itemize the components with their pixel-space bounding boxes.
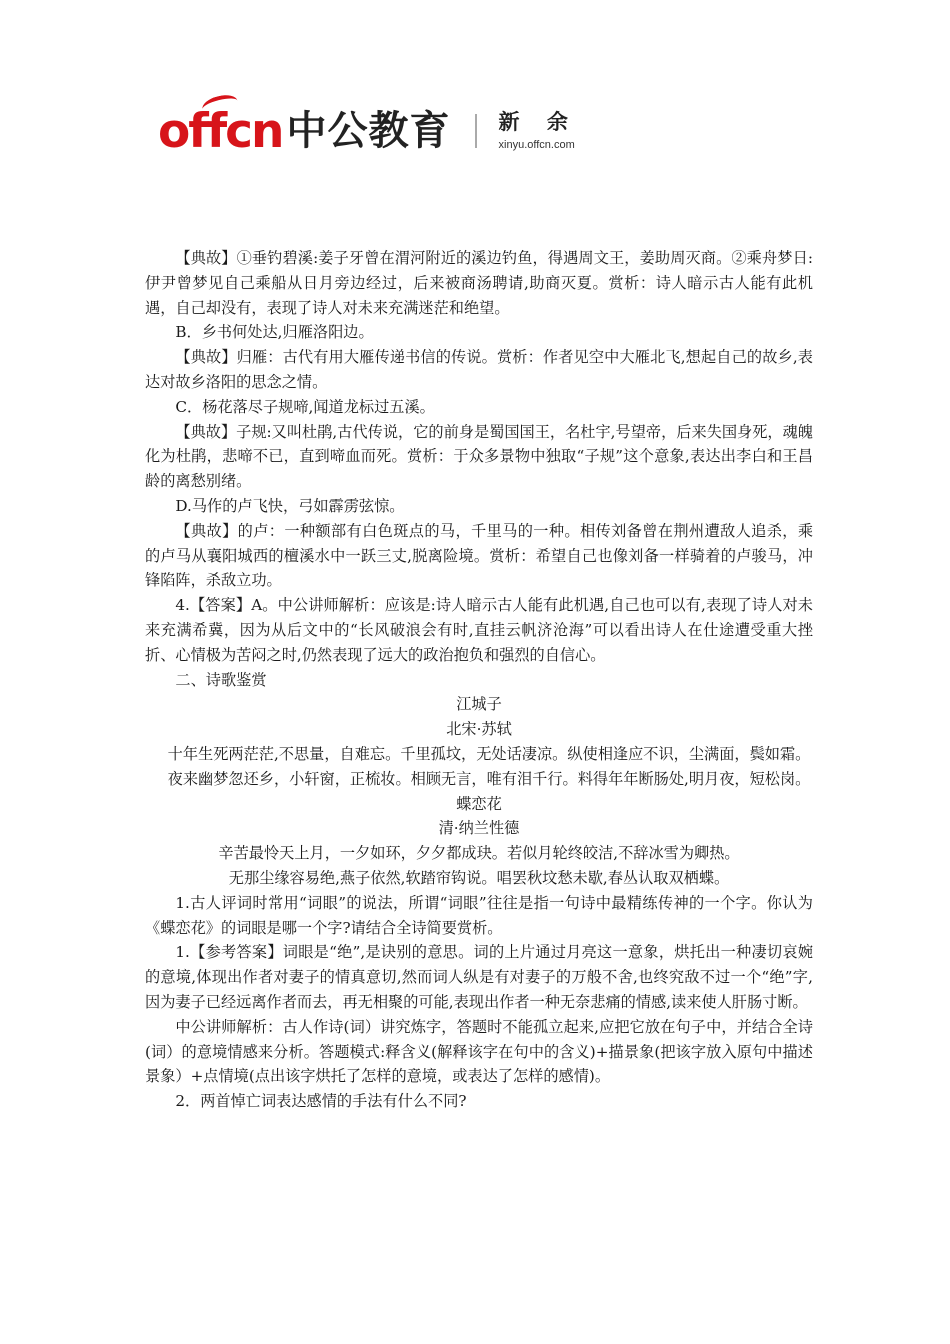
poem-stanza: 无那尘缘容易绝,燕子依然,软踏帘钩说。唱罢秋坟愁未歇,春丛认取双栖蝶。 [228, 868, 730, 887]
poem-stanza: 十年生死两茫茫,不思量，自难忘。千里孤坟，无处话凄凉。纵使相逢应不识，尘满面，鬓如霜。 [167, 744, 811, 763]
branch-url: xinyu.offcn.com [498, 138, 575, 151]
poem-stanza: 辛苦最怜天上月，一夕如环，夕夕都成玦。若似月轮终皎洁,不辞冰雪为卿热。 [218, 844, 740, 863]
poem-author: 清·纳兰性德 [438, 819, 520, 838]
poem-author: 北宋·苏轼 [446, 720, 512, 739]
paragraph: D.马作的卢飞快，弓如霹雳弦惊。 [175, 496, 405, 515]
offcn-logo [158, 103, 283, 159]
poem-title: 蝶恋花 [456, 794, 502, 813]
paragraph: 4.【答案】A。中公讲师解析：应该是:诗人暗示古人能有此机遇,自己也可以有,表现了诗人对未来充满希冀，因为从后文中的“长风破浪会有时,直挂云帆济沧海”可以看出诗人在仕途遭受重大挫折、心情极为苦闷之时,仍然表现了远大的政治抱负和强烈的自信心。 [145, 596, 813, 664]
logo-divider [475, 114, 477, 148]
paragraph: 【典故】归雁：古代有用大雁传递书信的传说。赏析：作者见空中大雁北飞,想起自己的故乡,表达对故乡洛阳的思念之情。 [145, 348, 813, 391]
paragraph: 【典故】子规:又叫杜鹃,古代传说，它的前身是蜀国国王，名杜宇,号望帝，后来失国身死，魂魄化为杜鹃，悲啼不已，直到啼血而死。赏析：于众多景物中独取“子规”这个意象,表达出李白和王昌龄的离愁别绪。 [145, 422, 813, 491]
branch-name: 新 余 [498, 110, 578, 135]
paragraph: C．杨花落尽子规啼,闻道龙标过五溪。 [175, 397, 435, 416]
paragraph: B．乡书何处达,归雁洛阳边。 [175, 323, 374, 342]
logo-chinese-text: 中公教育 [286, 108, 451, 154]
poem-stanza: 夜来幽梦忽还乡，小轩窗，正梳妆。相顾无言，唯有泪千行。料得年年断肠处,明月夜，短松岗。 [167, 769, 811, 788]
paragraph: 【典故】的卢：一种额部有白色斑点的马，千里马的一种。相传刘备曾在荆州遭敌人追杀，乘的卢马从襄阳城西的檀溪水中一跃三丈,脱离险境。赏析：希望自己也像刘备一样骑着的卢骏马，冲锋陷阵，杀敌立功。 [145, 521, 813, 590]
branch-block [499, 111, 578, 150]
brand-header [158, 100, 578, 162]
section-heading: 二、诗歌鉴赏 [175, 670, 267, 689]
answer: 1.【参考答案】词眼是“绝”,是诀别的意思。词的上片通过月亮这一意象，烘托出一种凄切哀婉的意境,体现出作者对妻子的情真意切,然而词人纵是有对妻子的万般不舍,也终究敌不过一个“绝”字,因为妻子已经远离作者而去，再无相聚的可能,表现出作者一种无奈悲痛的情感,读来使人肝肠寸断。 [145, 943, 813, 1011]
poem-title: 江城子 [456, 695, 502, 714]
analysis: 中公讲师解析：古人作诗(词）讲究炼字，答题时不能孤立起来,应把它放在句子中，并结合全诗(词）的意境情感来分析。答题模式:释含义(解释该字在句中的含义)+描景象(把该字放入原句中描述景象）+点情境(点出该字烘托了怎样的意境，或表达了怎样的感情)。 [145, 1017, 813, 1086]
question: 2．两首悼亡词表达感情的手法有什么不同? [175, 1092, 467, 1111]
question: 1.古人评词时常用“词眼”的说法，所谓“词眼”往往是指一句诗中最精练传神的一个字。你认为《蝶恋花》的词眼是哪一个字?请结合全诗简要赏析。 [145, 893, 813, 937]
logo-latin-text: offcn [158, 103, 283, 159]
document-body [145, 246, 813, 1114]
paragraph: 【典故】①垂钓碧溪:姜子牙曾在渭河附近的溪边钓鱼，得遇周文王，姜助周灭商。②乘舟梦日:伊尹曾梦见自己乘船从日月旁边经过，后来被商汤聘请,助商灭夏。赏析：诗人暗示古人能有此机遇，自己却没有，表现了诗人对未来充满迷茫和绝望。 [145, 249, 813, 317]
